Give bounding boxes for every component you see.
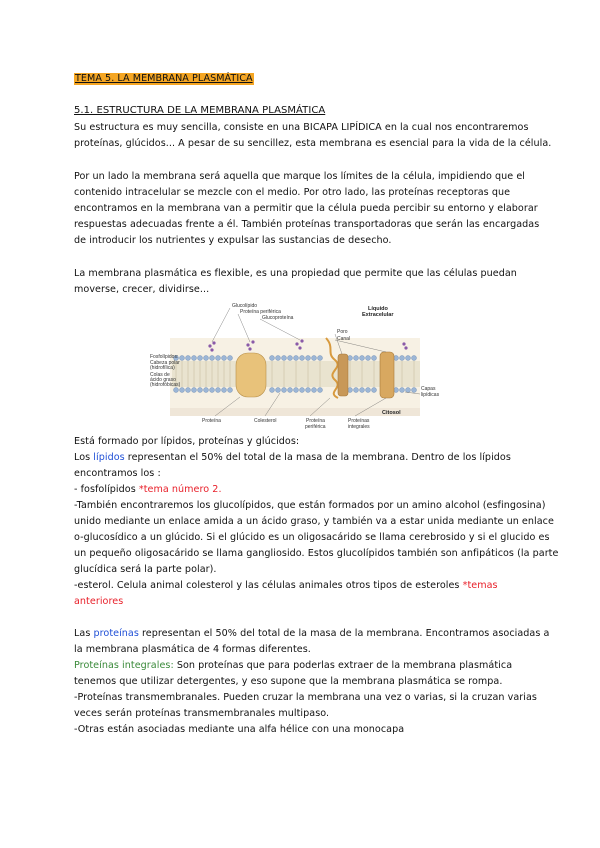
integral-protein-1 xyxy=(236,353,266,397)
para2-line-2: contenido intracelular se mezcle con el medio. Por otro lado, las proteínas receptoras que xyxy=(74,187,511,198)
label-hidrofobicas: (hidrofóbicas) xyxy=(150,382,181,388)
glyco-line-4: un pequeño oligosacárido se llama gangliosido. Estos glucolípidos también son anfipáticos (la parte xyxy=(74,548,559,559)
proteins-line-3 xyxy=(74,660,512,672)
label-proteina-periferica: Proteína periférica xyxy=(240,309,281,315)
page-title: TEMA 5. LA MEMBRANA PLASMÁTICA xyxy=(75,73,253,84)
label-proteina: Proteína xyxy=(202,418,221,424)
label-citosol: Citosol xyxy=(382,410,401,416)
fosfo-text: - fosfolípidos xyxy=(74,484,139,495)
membrane-diagram xyxy=(150,298,440,430)
proteins-line-2: la membrana plasmática de 4 formas diferentes. xyxy=(74,644,311,655)
label-poro: Poro xyxy=(337,329,348,335)
glyco-line-2: unido mediante un enlace amida a un ácido graso, y también va a estar unida mediante un enlace xyxy=(74,516,554,527)
para3-line-1: La membrana plasmática es flexible, es una propiedad que permite que las células puedan xyxy=(74,268,517,279)
intro-line-2: proteínas, glúcidos... A pesar de su sencillez, esta membrana es esencial para la vida de la célula. xyxy=(74,138,552,149)
label-proteina-periferica-bottom: Proteína xyxy=(306,418,325,424)
sterol-line xyxy=(74,580,498,592)
proteins-line-5: -Proteínas transmembranales. Pueden cruzar la membrana una vez o varias, si la cruzan varias xyxy=(74,692,537,703)
glyco-line-5: glucídica será la parte polar). xyxy=(74,564,217,575)
lipids-line-2: encontramos los : xyxy=(74,468,161,479)
label-glucoproteina: Glucoproteína xyxy=(262,315,294,321)
integral-proteins-text: Son proteínas que para poderlas extraer de la membrana plasmática xyxy=(173,660,513,671)
sterol-reference: *temas xyxy=(462,580,498,591)
sterol-text: -esterol. Celula animal colesterol y las células animales otros tipos de esteroles xyxy=(74,580,463,591)
para2-line-5: de introducir los nutrientes y expulsar las sustancias de desecho. xyxy=(74,235,392,246)
phospholipids-line xyxy=(74,484,222,496)
label-capas: Capas xyxy=(421,386,436,392)
glyco-line-3: o-glucosídico a un glúcido. Si el glúcido es un oligosacárido se llama cerebrosido y si el glucido es xyxy=(74,532,550,543)
proteins-line-1 xyxy=(74,628,549,640)
lipids-pre: Los xyxy=(74,452,94,463)
section-heading: 5.1. ESTRUCTURA DE LA MEMBRANA PLASMÁTICA xyxy=(74,105,326,116)
proteins-post: representan el 50% del total de la masa de la membrana. Encontramos asociadas a xyxy=(138,628,550,639)
para2-line-4: respuestas adecuadas frente a él. También proteínas transportadoras que serán las encargadas xyxy=(74,219,540,230)
label-liquido: Líquido xyxy=(368,306,388,312)
label-glucolipido: Glucolípido xyxy=(232,303,258,309)
label-acido-graso: ácido graso xyxy=(150,377,176,383)
label-colas: Colas de xyxy=(150,372,170,378)
label-canal: Canal xyxy=(337,336,351,342)
lipids-keyword: lípidos xyxy=(93,452,125,463)
para2-line-1: Por un lado la membrana será aquella que marque los límites de la célula, impidiendo que el xyxy=(74,171,525,182)
pore-protein xyxy=(338,354,348,396)
formed-line: Está formado por lípidos, proteínas y glúcidos: xyxy=(74,436,300,447)
fosfo-reference: *tema número 2. xyxy=(138,484,222,495)
proteins-line-4: tenemos que utilizar detergentes, y eso supone que la membrana plasmática se rompa. xyxy=(74,676,503,687)
para3-line-2: moverse, crecer, dividirse... xyxy=(74,284,210,295)
lipids-post: representan el 50% del total de la masa de la membrana. Dentro de los lípidos xyxy=(124,452,511,463)
para2-line-3: encontramos en la membrana van a permitir que la célula pueda percibir su entorno y elaborar xyxy=(74,203,538,214)
sterol-reference-2: anteriores xyxy=(74,596,124,607)
label-hidrofilica: (hidrofílica) xyxy=(150,365,175,371)
label-periferica: periférica xyxy=(305,424,326,430)
proteins-line-6: veces serán proteínas transmembranales multipaso. xyxy=(74,708,330,719)
proteins-keyword: proteínas xyxy=(93,628,139,639)
glyco-line-1: -También encontraremos los glucolípidos, que están formados por un amino alcohol (esfingosina) xyxy=(74,500,546,511)
label-cabeza-polar: Cabeza polar xyxy=(150,360,180,366)
proteins-line-7: -Otras están asociadas mediante una alfa hélice con una monocapa xyxy=(74,724,405,735)
intro-line-1: Su estructura es muy sencilla, consiste en una BICAPA LIPÍDICA en la cual nos encontraremos xyxy=(74,122,529,133)
lipids-line-1 xyxy=(74,452,511,464)
integral-proteins-label: Proteínas integrales: xyxy=(74,660,174,671)
label-colesterol: Colesterol xyxy=(254,418,277,424)
label-integrales: integrales xyxy=(348,424,370,430)
label-proteinas-integrales: Proteínas xyxy=(348,418,370,424)
label-extracelular: Extracelular xyxy=(362,312,394,318)
label-fosfolipidos: Fosfolípidos: xyxy=(150,354,179,360)
proteins-pre: Las xyxy=(74,628,94,639)
label-lipidicas: lipídicas xyxy=(421,392,440,398)
channel-protein xyxy=(380,352,394,398)
